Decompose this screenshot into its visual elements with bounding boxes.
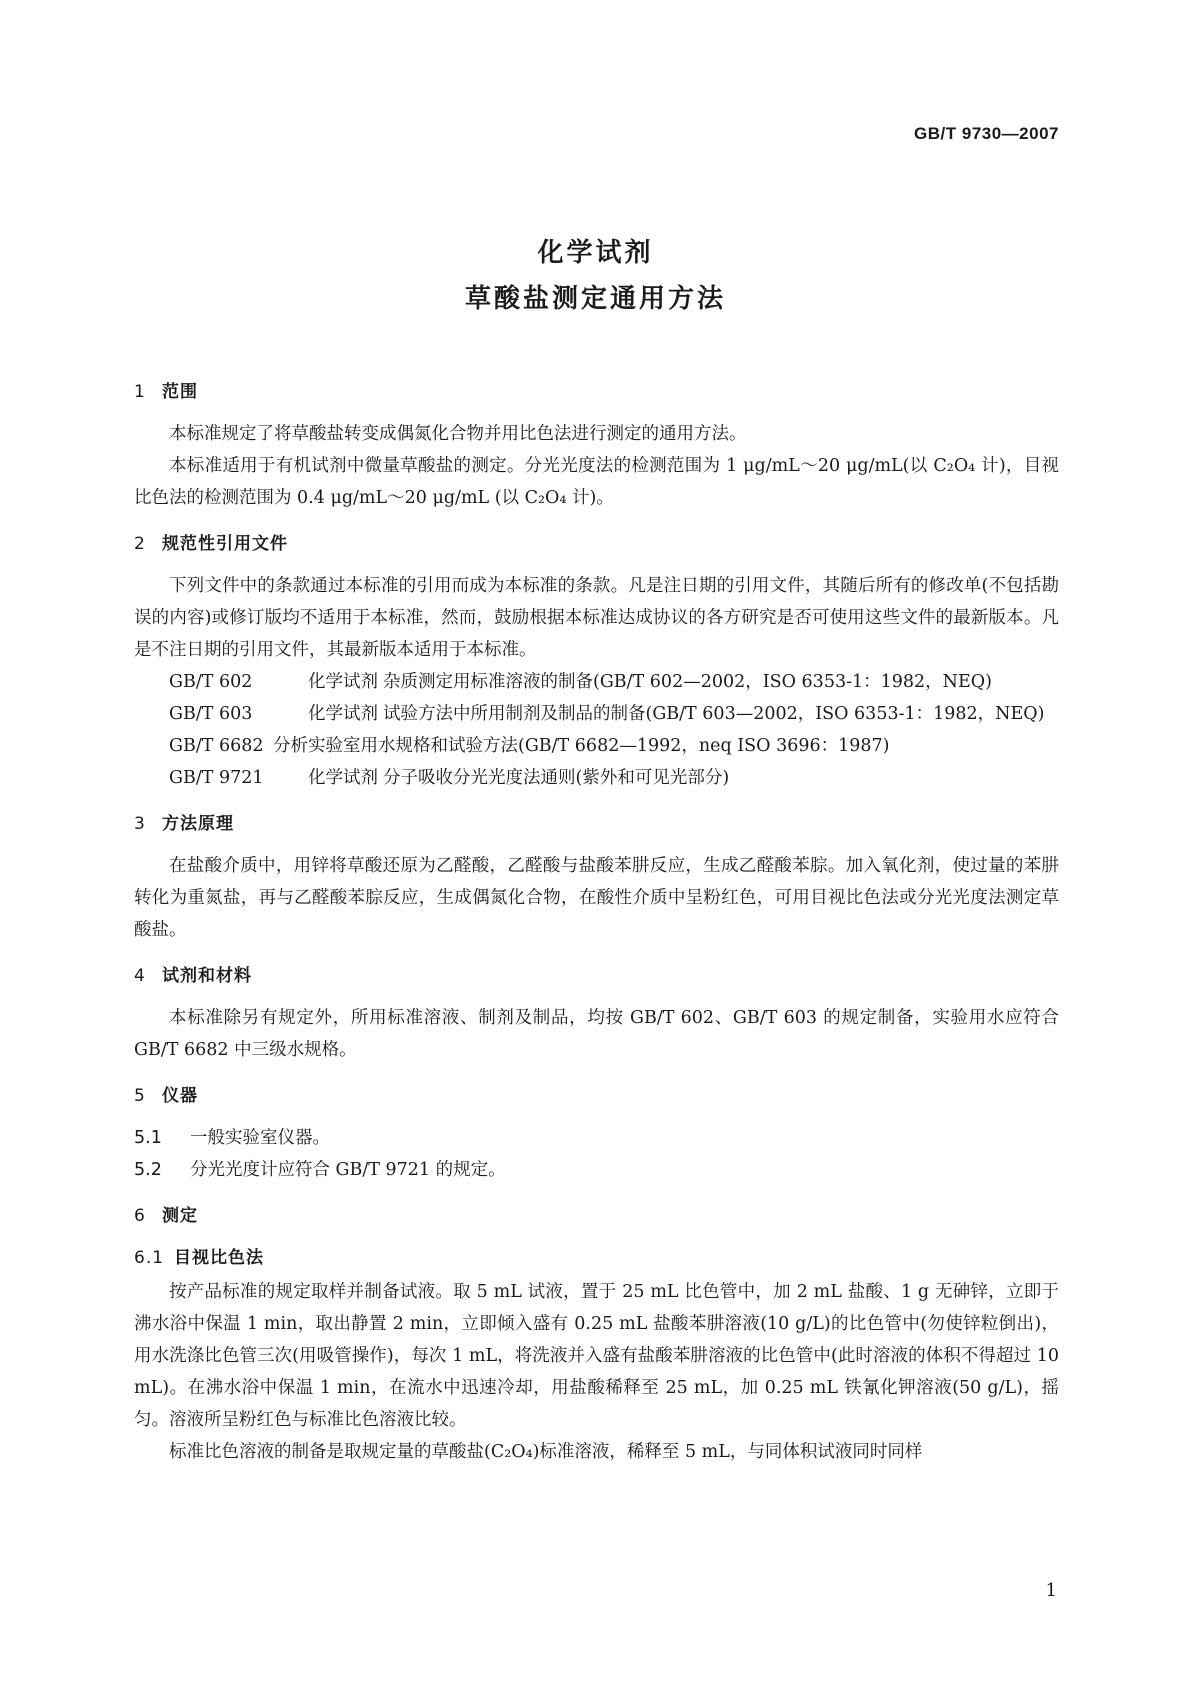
subsection-number: 6.1 [134,1248,165,1268]
document-title-line1: 化学试剂 [537,238,654,268]
document-title-line2: 草酸盐测定通用方法 [464,284,726,314]
reference-item [134,730,1059,762]
section-number: 3 [134,814,146,834]
reference-item [134,666,1059,698]
reference-name: 试验方法中所用制剂及制品的制备(GB/T 603—2002，ISO 6353-1：1982，NEQ) [383,704,1045,724]
standard-code: GB/T 9730—2007 [914,124,1059,143]
section-heading-scope [134,376,1059,408]
apparatus-item [134,1122,1059,1154]
section-number: 4 [134,966,146,986]
section-heading-reagents [134,960,1059,992]
subsection-title: 目视比色法 [174,1248,264,1268]
reference-title: 化学试剂 [308,768,378,788]
paragraph: 本标准规定了将草酸盐转变成偶氮化合物并用比色法进行测定的通用方法。 [169,424,747,444]
section-heading-determination [134,1200,1059,1232]
reference-code: GB/T 9721 [169,768,264,788]
reference-title: 化学试剂 [308,672,378,692]
reference-name: 杂质测定用标准溶液的制备(GB/T 602—2002，ISO 6353-1：1982，NEQ) [383,672,992,692]
reference-title: 化学试剂 [308,704,378,724]
subsection-heading-visual-colorimetry [134,1242,1059,1274]
reference-item [134,698,1059,730]
paragraph: 在盐酸介质中，用锌将草酸还原为乙醛酸，乙醛酸与盐酸苯肼反应，生成乙醛酸苯腙。加入氧化剂，使过量的苯肼转化为重氮盐，再与乙醛酸苯腙反应，生成偶氮化合物，在酸性介质中呈粉红色，可用目视比色法或分光光度法测定草酸盐。 [134,856,1059,940]
paragraph: 下列文件中的条款通过本标准的引用而成为本标准的条款。凡是注日期的引用文件，其随后所有的修改单(不包括勘误的内容)或修订版均不适用于本标准，然而，鼓励根据本标准达成协议的各方研究是否可使用这些文件的最新版本。凡是不注日期的引用文件，其最新版本适用于本标准。 [134,576,1059,660]
reference-code: GB/T 603 [169,704,253,724]
section-number: 6 [134,1206,146,1226]
item-text: 一般实验室仪器。 [190,1128,330,1148]
item-text: 分光光度计应符合 GB/T 9721 的规定。 [190,1160,506,1180]
reference-code: GB/T 602 [169,672,253,692]
item-number: 5.1 [134,1128,162,1148]
section-title: 方法原理 [162,814,234,834]
section-heading-apparatus [134,1080,1059,1112]
section-number: 2 [134,534,146,554]
section-title: 测定 [162,1206,198,1226]
apparatus-item [134,1154,1059,1186]
section-number: 1 [134,382,146,402]
document-body [134,376,1059,1468]
section-title: 范围 [162,382,198,402]
section-title: 规范性引用文件 [162,534,288,554]
section-heading-principle [134,808,1059,840]
paragraph: 标准比色溶液的制备是取规定量的草酸盐(C₂O₄)标准溶液，稀释至 5 mL，与同体积试液同时同样 [169,1442,923,1462]
reference-name: 分析实验室用水规格和试验方法(GB/T 6682—1992，neq ISO 3696：1987) [273,736,890,756]
page-number: 1 [1045,1580,1057,1601]
section-heading-normative-references [134,528,1059,560]
section-title: 仪器 [162,1086,198,1106]
section-title: 试剂和材料 [162,966,252,986]
paragraph: 本标准适用于有机试剂中微量草酸盐的测定。分光光度法的检测范围为 1 μg/mL～20 μg/mL(以 C₂O₄ 计)，目视比色法的检测范围为 0.4 μg/mL～20 μg/mL (以 C₂O₄ 计)。 [134,456,1059,508]
reference-item [134,762,1059,794]
paragraph: 按产品标准的规定取样并制备试液。取 5 mL 试液，置于 25 mL 比色管中，加 2 mL 盐酸、1 g 无砷锌，立即于沸水浴中保温 1 min，取出静置 2 min，立即倾入盛有 0.25 mL 盐酸苯肼溶液(10 g/L)的比色管中(勿使锌粒倒出)，用水洗涤比色管三次(用吸管操作)，每次 1 mL，将洗液并入盛有盐酸苯肼溶液的比色管中(此时溶液的体积不得超过 10 mL)。在沸水浴中保温 1 min，在流水中迅速冷却，用盐酸稀释至 25 mL，加 0.25 mL 铁氰化钾溶液(50 g/L)，摇匀。溶液所呈粉红色与标准比色溶液比较。 [134,1282,1059,1430]
paragraph: 本标准除另有规定外，所用标准溶液、制剂及制品，均按 GB/T 602、GB/T 603 的规定制备，实验用水应符合 GB/T 6682 中三级水规格。 [134,1008,1059,1060]
reference-code: GB/T 6682 [169,736,264,756]
section-number: 5 [134,1086,146,1106]
item-number: 5.2 [134,1160,162,1180]
reference-name: 分子吸收分光光度法通则(紫外和可见光部分) [383,768,730,788]
